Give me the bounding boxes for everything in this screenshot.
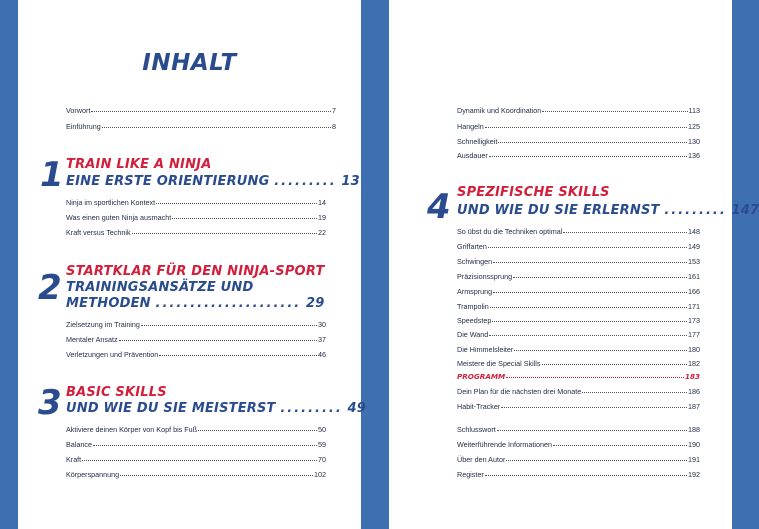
chapter-subtitle: TRAININGSANSÄTZE UND bbox=[66, 280, 254, 295]
toc-entry[interactable]: Die Wand 177 bbox=[457, 330, 700, 339]
toc-entry[interactable]: Weiterführende Informationen 190 bbox=[457, 440, 700, 449]
toc-entry[interactable]: Dynamik und Koordination 113 bbox=[457, 106, 700, 115]
toc-entry[interactable]: Mentaler Ansatz 37 bbox=[66, 335, 326, 344]
toc-entry[interactable]: Habit-Tracker 187 bbox=[457, 402, 700, 411]
toc-entry[interactable]: Schnelligkeit 130 bbox=[457, 137, 700, 146]
toc-entry[interactable]: Armsprung 166 bbox=[457, 287, 700, 296]
toc-entry[interactable]: Präzisionssprung 161 bbox=[457, 272, 700, 281]
left-page bbox=[18, 0, 367, 529]
chapter-number: 4 bbox=[427, 187, 451, 227]
toc-entry[interactable]: Schwingen 153 bbox=[457, 257, 700, 266]
toc-entry[interactable]: Trampolin 171 bbox=[457, 302, 700, 311]
chapter-title: TRAIN LIKE A NINJA bbox=[66, 157, 212, 172]
toc-label: Vorwort bbox=[66, 106, 91, 115]
chapter-number: 2 bbox=[38, 268, 62, 308]
toc-entry[interactable]: Ninja im sportlichen Kontext 14 bbox=[66, 198, 326, 207]
toc-label: Einführung bbox=[66, 122, 101, 131]
chapter-page: 13 bbox=[341, 174, 360, 189]
toc-entry[interactable]: Speedstep 173 bbox=[457, 316, 700, 325]
toc-entry[interactable]: Hangeln 125 bbox=[457, 122, 700, 131]
toc-entry[interactable]: Kraft 70 bbox=[66, 455, 326, 464]
toc-entry[interactable]: Aktiviere deinen Körper von Kopf bis Fuß 50 bbox=[66, 425, 326, 434]
toc-entry[interactable]: Schlusswort 188 bbox=[457, 425, 700, 434]
chapter-subtitle: METHODEN ..................... 29 bbox=[66, 296, 325, 311]
toc-entry[interactable]: Was einen guten Ninja ausmacht 19 bbox=[66, 213, 326, 222]
chapter-page: 49 bbox=[347, 401, 367, 416]
programm-entry[interactable] bbox=[457, 372, 700, 381]
right-page bbox=[389, 0, 759, 529]
chapter-subtitle: UND WIE DU SIE MEISTERST ......... 49 bbox=[66, 401, 367, 416]
chapter-page: 147 bbox=[731, 203, 759, 218]
programm-label: PROGRAMM bbox=[457, 372, 506, 381]
programm-page: 183 bbox=[684, 372, 700, 381]
chapter-title: SPEZIFISCHE SKILLS bbox=[457, 185, 610, 200]
toc-entry[interactable]: Register 192 bbox=[457, 470, 700, 479]
chapter-title: BASIC SKILLS bbox=[66, 385, 167, 400]
chapter-number: 3 bbox=[38, 383, 62, 423]
chapter-page: 29 bbox=[305, 296, 325, 311]
toc-page: 8 bbox=[332, 122, 336, 131]
chapter-subtitle: EINE ERSTE ORIENTIERUNG ......... 13 bbox=[66, 174, 360, 189]
toc-entry[interactable]: Dein Plan für die nächsten drei Monate 186 bbox=[457, 387, 700, 396]
toc-page: 7 bbox=[332, 106, 336, 115]
chapter-subtitle: UND WIE DU SIE ERLERNST ......... 147 bbox=[457, 203, 759, 218]
toc-entry[interactable]: Verletzungen und Prävention 46 bbox=[66, 350, 326, 359]
toc-entry[interactable]: Körperspannung 102 bbox=[66, 470, 326, 479]
toc-entry[interactable]: Kraft versus Technik 22 bbox=[66, 228, 326, 237]
toc-entry[interactable] bbox=[66, 106, 336, 115]
chapter-number: 1 bbox=[40, 155, 64, 195]
toc-entry[interactable]: So übst du die Techniken optimal 148 bbox=[457, 227, 700, 236]
toc-entry[interactable]: Meistere die Special Skills 182 bbox=[457, 359, 700, 368]
page-title: INHALT bbox=[142, 50, 237, 76]
chapter-title: STARTKLAR FÜR DEN NINJA-SPORT bbox=[66, 264, 325, 279]
toc-entry[interactable]: Zielsetzung im Training 30 bbox=[66, 320, 326, 329]
toc-entry[interactable]: Ausdauer 136 bbox=[457, 151, 700, 160]
toc-entry[interactable]: Über den Autor 191 bbox=[457, 455, 700, 464]
toc-entry[interactable]: Die Himmelsleiter 180 bbox=[457, 345, 700, 354]
toc-entry[interactable]: Balance 59 bbox=[66, 440, 326, 449]
toc-entry[interactable] bbox=[66, 122, 336, 131]
toc-entry[interactable]: Griffarten 149 bbox=[457, 242, 700, 251]
